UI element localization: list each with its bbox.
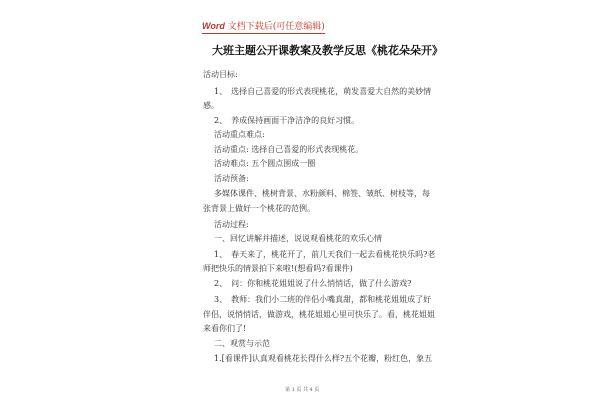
body-line: 1.[看课件]认真观看桃花长得什么样?五个花瓣，粉红色，象五 [214,354,433,363]
page-number-footer: 第 1 页 共 4 页 [285,387,320,393]
banner-text: 文档下载后(可任意编辑) [224,22,325,32]
body-line: 二、观赏与示范 [214,339,270,348]
body-line: 感。 [203,101,219,110]
document-title: 大班主题公开课教案及教学反思《桃花朵朵开》 [212,44,443,57]
body-line: 2、 养成保持画面干净洁净的良好习惯。 [214,116,360,125]
body-line: 活动难点: 五个圆点围成一圈 [214,159,316,168]
word-download-banner[interactable] [202,19,325,34]
body-line: 活动重点: 选择自己喜爱的形式表现桃花。 [214,145,364,154]
word-mark: Word [202,21,225,31]
body-line: 多媒体课件、桃树背景、水粉颜料、棉签、皱纸、树枝等，每 [214,189,430,198]
body-line: 活动预备: [214,174,249,183]
body-line: 活动目标: [203,70,238,79]
body-line: 1、 春天来了，桃花开了，前几天我们一起去看桃花快乐吗?老 [214,250,436,259]
body-line: 张背景上做好一个桃花的范例。 [203,204,315,213]
body-line: 一、回忆讲解并描述，说说观看桃花的欢乐心情 [214,234,382,243]
body-line: 2、 问：你和桃花姐姐说了什么悄悄话，做了什么游戏? [214,279,412,288]
body-line: 来看你们了! [203,324,247,333]
body-line: 3、 教师：我们小二班的伴侣小嘴真甜，都和桃花姐姐成了好 [214,295,432,304]
body-line: 师把快乐的情景拍下来啦!(想看吗?看课件) [203,264,353,273]
body-line: 伴侣，说悄悄话，做游戏，桃花姐姐心里可快乐了。看，桃花姐姐 [203,310,435,319]
body-line: 活动过程: [214,220,249,229]
body-line: 活动重点难点: [214,130,265,139]
body-line: 1、 选择自己喜爱的形式表现桃花，萌发喜爱大自然的美妙情 [214,87,432,96]
